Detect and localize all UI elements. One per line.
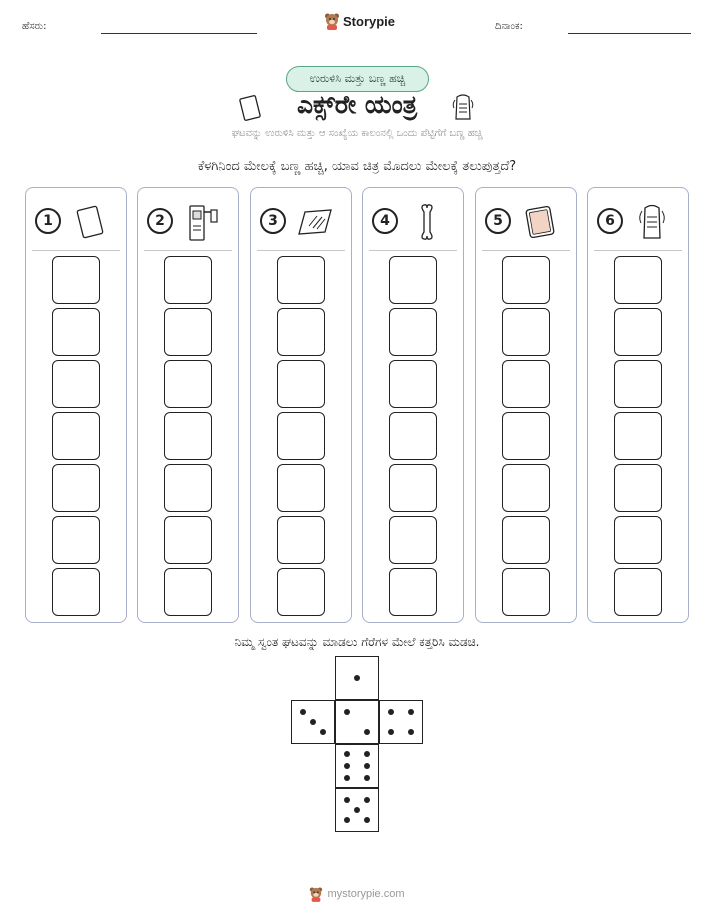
color-box[interactable]	[164, 308, 212, 356]
column-number: 5	[485, 208, 511, 234]
xray-film-icon	[70, 202, 110, 242]
date-label: ದಿನಾಂಕ:	[495, 21, 523, 32]
die-face-center	[335, 700, 379, 744]
color-box[interactable]	[277, 256, 325, 304]
column-4	[362, 187, 464, 623]
lead-apron-icon	[449, 91, 477, 123]
color-box[interactable]	[277, 568, 325, 616]
color-box[interactable]	[52, 360, 100, 408]
color-box[interactable]	[389, 256, 437, 304]
footer	[0, 886, 714, 902]
glass-plate-icon	[295, 202, 335, 242]
color-box[interactable]	[614, 308, 662, 356]
color-box[interactable]	[52, 464, 100, 512]
die-face-3	[291, 700, 335, 744]
die-face-5	[335, 788, 379, 832]
bear-mascot-icon	[309, 886, 323, 902]
detector-panel-icon	[520, 202, 560, 242]
color-box[interactable]	[277, 360, 325, 408]
color-box[interactable]	[164, 256, 212, 304]
footer-site[interactable]: mystorypie.com	[327, 888, 405, 900]
activity-tag	[286, 66, 429, 92]
color-box[interactable]	[52, 308, 100, 356]
activity-tag-text: ಉರುಳಿಸಿ ಮತ್ತು ಬಣ್ಣ ಹಚ್ಚಿ	[309, 72, 406, 85]
column-number: 4	[372, 208, 398, 234]
die-face-1	[335, 656, 379, 700]
bear-mascot-icon	[324, 12, 340, 30]
color-box[interactable]	[614, 256, 662, 304]
die-instruction: ನಿಮ್ಮ ಸ್ವಂತ ಘಟವನ್ನು ಮಾಡಲು ಗೆರೆಗಳ ಮೇಲೆ ಕತ್ತರಿಸಿ ಮಡಚಿ.	[234, 635, 480, 649]
column-number: 1	[35, 208, 61, 234]
color-box[interactable]	[614, 360, 662, 408]
color-box[interactable]	[502, 360, 550, 408]
color-box[interactable]	[277, 516, 325, 564]
name-label: ಹೆಸರು:	[22, 21, 47, 32]
color-box[interactable]	[389, 308, 437, 356]
column-number: 3	[260, 208, 286, 234]
date-line[interactable]	[568, 33, 691, 34]
color-box[interactable]	[614, 516, 662, 564]
color-box[interactable]	[502, 308, 550, 356]
column-3	[250, 187, 352, 623]
color-box[interactable]	[502, 256, 550, 304]
color-box[interactable]	[164, 412, 212, 460]
color-box[interactable]	[389, 464, 437, 512]
storypie-logo	[324, 12, 395, 30]
name-line[interactable]	[101, 33, 257, 34]
bone-icon	[407, 202, 447, 242]
worksheet-title: ಎಕ್ಸ್‌ರೇ ಯಂತ್ರ	[296, 90, 418, 119]
column-2	[137, 187, 239, 623]
color-box[interactable]	[614, 464, 662, 512]
color-box[interactable]	[52, 568, 100, 616]
color-box[interactable]	[502, 412, 550, 460]
color-box[interactable]	[502, 516, 550, 564]
color-box[interactable]	[502, 464, 550, 512]
worksheet-subtitle: ಘಟವನ್ನು ಉರುಳಿಸಿ ಮತ್ತು ಆ ಸಂಖ್ಯೆಯ ಕಾಲಂನಲ್ಲಿ ಒಂದು ಪೆಟ್ಟಿಗೆಗೆ ಬಣ್ಣ ಹಚ್ಚಿ	[231, 128, 483, 139]
die-face-4	[379, 700, 423, 744]
color-box[interactable]	[614, 568, 662, 616]
color-box[interactable]	[277, 308, 325, 356]
color-box[interactable]	[52, 256, 100, 304]
color-box[interactable]	[502, 568, 550, 616]
color-box[interactable]	[277, 464, 325, 512]
color-box[interactable]	[164, 464, 212, 512]
xray-machine-icon	[182, 202, 222, 242]
color-box[interactable]	[389, 412, 437, 460]
column-1	[25, 187, 127, 623]
color-box[interactable]	[164, 516, 212, 564]
color-box[interactable]	[614, 412, 662, 460]
color-box[interactable]	[389, 360, 437, 408]
color-box[interactable]	[164, 568, 212, 616]
column-5	[475, 187, 577, 623]
color-box[interactable]	[164, 360, 212, 408]
color-box[interactable]	[389, 568, 437, 616]
die-face-6	[335, 744, 379, 788]
xray-film-icon	[236, 94, 264, 122]
lead-apron-icon	[632, 202, 672, 242]
color-box[interactable]	[52, 412, 100, 460]
color-box[interactable]	[52, 516, 100, 564]
worksheet-question: ಕೆಳಗಿನಿಂದ ಮೇಲಕ್ಕೆ ಬಣ್ಣ ಹಚ್ಚಿ, ಯಾವ ಚಿತ್ರ ಮೊದಲು ಮೇಲಕ್ಕೆ ತಲುಪುತ್ತದೆ?	[197, 159, 517, 174]
color-box[interactable]	[389, 516, 437, 564]
column-number: 6	[597, 208, 623, 234]
logo-text: Storypie	[343, 13, 396, 29]
column-number: 2	[147, 208, 173, 234]
column-6	[587, 187, 689, 623]
color-box[interactable]	[277, 412, 325, 460]
